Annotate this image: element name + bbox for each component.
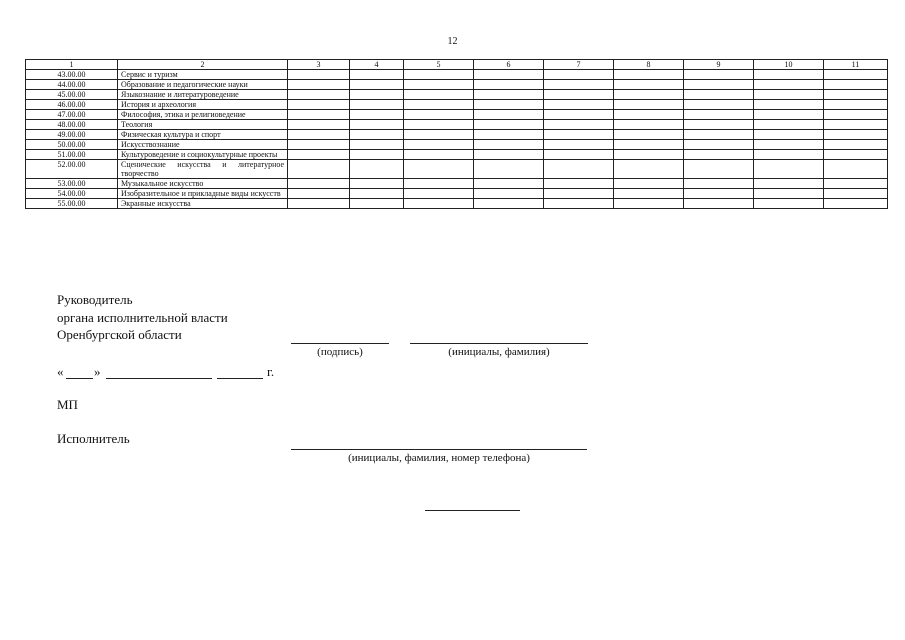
empty-cell-col-3 <box>288 120 350 130</box>
row-code: 49.00.00 <box>26 130 118 140</box>
column-header-10: 10 <box>754 60 824 70</box>
head-title-line3: Оренбургской области <box>57 327 182 342</box>
empty-cell-col-3 <box>288 100 350 110</box>
column-header-6: 6 <box>474 60 544 70</box>
empty-cell-col-4 <box>350 130 404 140</box>
row-name: Сценические искусства и литературное творчество <box>118 160 288 179</box>
row-code: 45.00.00 <box>26 90 118 100</box>
row-name: Искусствознание <box>118 140 288 150</box>
column-header-8: 8 <box>614 60 684 70</box>
empty-cell-col-11 <box>824 130 888 140</box>
row-name: Философия, этика и религиоведение <box>118 110 288 120</box>
empty-cell-col-11 <box>824 100 888 110</box>
empty-cell-col-6 <box>474 179 544 189</box>
row-name: Сервис и туризм <box>118 70 288 80</box>
table-body <box>26 70 888 209</box>
empty-cell-col-7 <box>544 120 614 130</box>
empty-cell-col-8 <box>614 70 684 80</box>
date-day-line <box>66 378 93 379</box>
empty-cell-col-3 <box>288 130 350 140</box>
empty-cell-col-8 <box>614 199 684 209</box>
date-open-quote: « <box>57 364 64 379</box>
empty-cell-col-9 <box>684 199 754 209</box>
row-name: Теология <box>118 120 288 130</box>
empty-cell-col-11 <box>824 110 888 120</box>
empty-cell-col-7 <box>544 160 614 179</box>
empty-cell-col-4 <box>350 150 404 160</box>
empty-cell-col-5 <box>404 160 474 179</box>
empty-cell-col-10 <box>754 189 824 199</box>
column-header-2: 2 <box>118 60 288 70</box>
empty-cell-col-11 <box>824 90 888 100</box>
column-header-4: 4 <box>350 60 404 70</box>
empty-cell-col-8 <box>614 140 684 150</box>
empty-cell-col-11 <box>824 70 888 80</box>
empty-cell-col-5 <box>404 100 474 110</box>
empty-cell-col-10 <box>754 100 824 110</box>
empty-cell-col-3 <box>288 110 350 120</box>
row-name: Экранные искусства <box>118 199 288 209</box>
column-header-7: 7 <box>544 60 614 70</box>
row-code: 53.00.00 <box>26 179 118 189</box>
empty-cell-col-9 <box>684 120 754 130</box>
executor-line <box>291 449 587 450</box>
empty-cell-col-10 <box>754 90 824 100</box>
empty-cell-col-3 <box>288 179 350 189</box>
row-code: 52.00.00 <box>26 160 118 179</box>
row-code: 50.00.00 <box>26 140 118 150</box>
name-line <box>410 343 588 344</box>
page-number: 12 <box>447 36 458 47</box>
empty-cell-col-9 <box>684 179 754 189</box>
column-header-1: 1 <box>26 60 118 70</box>
table-row <box>26 179 888 189</box>
executor-label: Исполнитель <box>57 431 130 446</box>
row-code: 55.00.00 <box>26 199 118 209</box>
empty-cell-col-6 <box>474 80 544 90</box>
empty-cell-col-5 <box>404 90 474 100</box>
empty-cell-col-10 <box>754 199 824 209</box>
table-row <box>26 189 888 199</box>
table-row <box>26 110 888 120</box>
table-row <box>26 90 888 100</box>
empty-cell-col-5 <box>404 189 474 199</box>
empty-cell-col-6 <box>474 140 544 150</box>
table-row <box>26 100 888 110</box>
empty-cell-col-8 <box>614 100 684 110</box>
empty-cell-col-6 <box>474 150 544 160</box>
empty-cell-col-7 <box>544 189 614 199</box>
empty-cell-col-9 <box>684 189 754 199</box>
row-name: Физическая культура и спорт <box>118 130 288 140</box>
date-year-line <box>217 378 263 379</box>
table-row <box>26 80 888 90</box>
empty-cell-col-9 <box>684 150 754 160</box>
empty-cell-col-10 <box>754 120 824 130</box>
table-row <box>26 70 888 80</box>
year-suffix: г. <box>267 364 275 379</box>
row-name: Образование и педагогические науки <box>118 80 288 90</box>
empty-cell-col-3 <box>288 80 350 90</box>
empty-cell-col-7 <box>544 110 614 120</box>
date-close-quote: » <box>94 364 101 379</box>
empty-cell-col-3 <box>288 70 350 80</box>
empty-cell-col-11 <box>824 150 888 160</box>
empty-cell-col-4 <box>350 120 404 130</box>
column-header-9: 9 <box>684 60 754 70</box>
empty-cell-col-10 <box>754 110 824 120</box>
empty-cell-col-6 <box>474 189 544 199</box>
empty-cell-col-11 <box>824 140 888 150</box>
header-row <box>26 60 888 70</box>
empty-cell-col-5 <box>404 199 474 209</box>
row-name: Культуроведение и социокультурные проекты <box>118 150 288 160</box>
empty-cell-col-10 <box>754 140 824 150</box>
empty-cell-col-6 <box>474 90 544 100</box>
empty-cell-col-11 <box>824 160 888 179</box>
end-separator-line <box>425 510 520 511</box>
empty-cell-col-3 <box>288 90 350 100</box>
empty-cell-col-8 <box>614 90 684 100</box>
empty-cell-col-8 <box>614 110 684 120</box>
data-table <box>25 59 888 209</box>
row-code: 44.00.00 <box>26 80 118 90</box>
empty-cell-col-6 <box>474 70 544 80</box>
empty-cell-col-9 <box>684 110 754 120</box>
empty-cell-col-7 <box>544 70 614 80</box>
empty-cell-col-9 <box>684 80 754 90</box>
column-header-5: 5 <box>404 60 474 70</box>
empty-cell-col-11 <box>824 120 888 130</box>
row-code: 54.00.00 <box>26 189 118 199</box>
empty-cell-col-7 <box>544 100 614 110</box>
head-title-line2: органа исполнительной власти <box>57 310 228 325</box>
row-name: Музыкальное искусство <box>118 179 288 189</box>
empty-cell-col-9 <box>684 70 754 80</box>
row-name: Языкознание и литературоведение <box>118 90 288 100</box>
empty-cell-col-9 <box>684 130 754 140</box>
signature-caption: (подпись) <box>317 346 363 358</box>
empty-cell-col-4 <box>350 179 404 189</box>
empty-cell-col-8 <box>614 179 684 189</box>
empty-cell-col-3 <box>288 199 350 209</box>
empty-cell-col-11 <box>824 189 888 199</box>
empty-cell-col-7 <box>544 90 614 100</box>
empty-cell-col-4 <box>350 189 404 199</box>
empty-cell-col-6 <box>474 160 544 179</box>
empty-cell-col-3 <box>288 140 350 150</box>
row-code: 51.00.00 <box>26 150 118 160</box>
empty-cell-col-5 <box>404 140 474 150</box>
empty-cell-col-5 <box>404 110 474 120</box>
empty-cell-col-8 <box>614 189 684 199</box>
empty-cell-col-6 <box>474 130 544 140</box>
empty-cell-col-5 <box>404 80 474 90</box>
empty-cell-col-3 <box>288 189 350 199</box>
table-row <box>26 120 888 130</box>
empty-cell-col-10 <box>754 150 824 160</box>
empty-cell-col-10 <box>754 80 824 90</box>
empty-cell-col-4 <box>350 160 404 179</box>
empty-cell-col-7 <box>544 150 614 160</box>
table-row <box>26 160 888 179</box>
empty-cell-col-4 <box>350 100 404 110</box>
table-row <box>26 199 888 209</box>
empty-cell-col-9 <box>684 90 754 100</box>
executor-caption: (инициалы, фамилия, номер телефона) <box>348 452 530 464</box>
empty-cell-col-10 <box>754 179 824 189</box>
empty-cell-col-10 <box>754 70 824 80</box>
date-month-line <box>106 378 212 379</box>
empty-cell-col-6 <box>474 100 544 110</box>
empty-cell-col-8 <box>614 160 684 179</box>
empty-cell-col-5 <box>404 179 474 189</box>
row-code: 47.00.00 <box>26 110 118 120</box>
empty-cell-col-10 <box>754 160 824 179</box>
empty-cell-col-9 <box>684 140 754 150</box>
empty-cell-col-11 <box>824 179 888 189</box>
empty-cell-col-7 <box>544 140 614 150</box>
column-header-11: 11 <box>824 60 888 70</box>
empty-cell-col-11 <box>824 80 888 90</box>
empty-cell-col-3 <box>288 160 350 179</box>
column-header-3: 3 <box>288 60 350 70</box>
empty-cell-col-5 <box>404 70 474 80</box>
empty-cell-col-8 <box>614 80 684 90</box>
empty-cell-col-10 <box>754 130 824 140</box>
row-name: История и археология <box>118 100 288 110</box>
table-row <box>26 140 888 150</box>
row-code: 43.00.00 <box>26 70 118 80</box>
empty-cell-col-4 <box>350 140 404 150</box>
empty-cell-col-6 <box>474 120 544 130</box>
empty-cell-col-11 <box>824 199 888 209</box>
empty-cell-col-4 <box>350 80 404 90</box>
empty-cell-col-5 <box>404 130 474 140</box>
empty-cell-col-4 <box>350 70 404 80</box>
row-name: Изобразительное и прикладные виды искусств <box>118 189 288 199</box>
empty-cell-col-7 <box>544 179 614 189</box>
empty-cell-col-6 <box>474 110 544 120</box>
empty-cell-col-4 <box>350 110 404 120</box>
empty-cell-col-9 <box>684 100 754 110</box>
empty-cell-col-5 <box>404 120 474 130</box>
row-code: 46.00.00 <box>26 100 118 110</box>
empty-cell-col-7 <box>544 130 614 140</box>
table-row <box>26 150 888 160</box>
empty-cell-col-5 <box>404 150 474 160</box>
name-caption: (инициалы, фамилия) <box>448 346 550 358</box>
head-title-line1: Руководитель <box>57 292 133 307</box>
empty-cell-col-7 <box>544 80 614 90</box>
empty-cell-col-4 <box>350 199 404 209</box>
empty-cell-col-8 <box>614 130 684 140</box>
empty-cell-col-6 <box>474 199 544 209</box>
empty-cell-col-3 <box>288 150 350 160</box>
row-code: 48.00.00 <box>26 120 118 130</box>
empty-cell-col-9 <box>684 160 754 179</box>
empty-cell-col-8 <box>614 150 684 160</box>
empty-cell-col-8 <box>614 120 684 130</box>
table-row <box>26 130 888 140</box>
empty-cell-col-7 <box>544 199 614 209</box>
stamp-label: МП <box>57 397 78 412</box>
signature-line <box>291 343 389 344</box>
empty-cell-col-4 <box>350 90 404 100</box>
